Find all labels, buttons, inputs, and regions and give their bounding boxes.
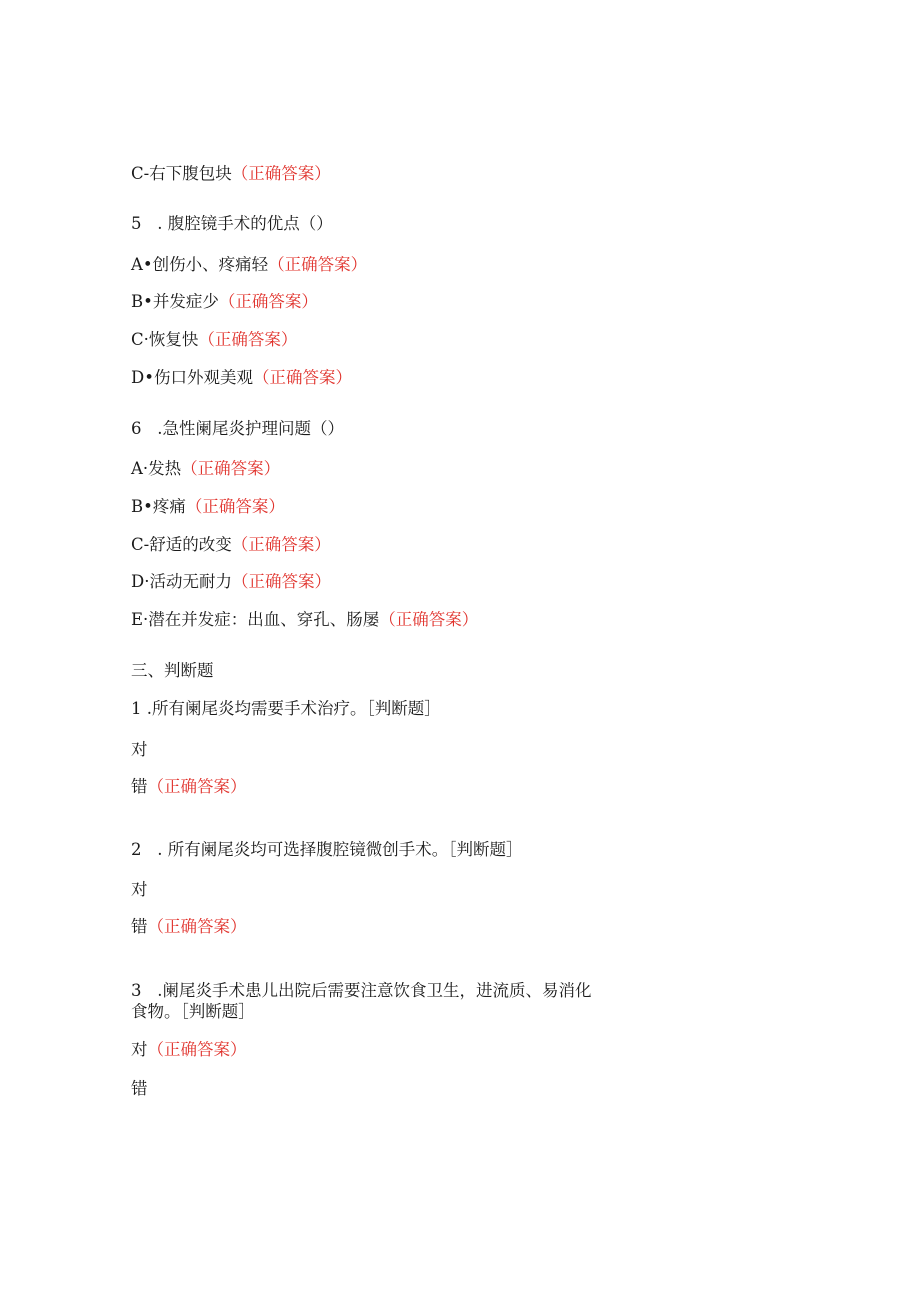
tf2-stem	[131, 839, 523, 860]
correct-answer-marker: （正确答案）	[198, 330, 298, 349]
correct-answer-marker: （正确答案）	[185, 497, 285, 516]
option-text: 对	[131, 1040, 148, 1059]
question-number: 3	[131, 981, 142, 1000]
option-text: B•疼痛	[131, 497, 186, 516]
tf1-stem	[131, 698, 441, 719]
correct-answer-marker: （正确答案）	[252, 368, 352, 387]
tf3-option-false	[131, 1078, 148, 1099]
option-text: E·潜在并发症：出血、穿孔、肠屡	[131, 610, 380, 629]
correct-answer-marker: （正确答案）	[231, 535, 331, 554]
option-text: C-右下腹包块	[131, 164, 232, 183]
q5-option-a	[131, 254, 367, 275]
correct-answer-marker: （正确答案）	[181, 459, 281, 478]
question-number: 2	[131, 840, 142, 859]
option-text: 错	[131, 1079, 148, 1098]
tf2-option-true	[131, 879, 148, 900]
question-number: 5	[131, 214, 142, 233]
question-text: .阑尾炎手术患儿出院后需要注意饮食卫生，进流质、易消化	[157, 981, 592, 1000]
tf2-option-false	[131, 916, 247, 937]
option-text: 对	[131, 740, 148, 759]
correct-answer-marker: （正确答案）	[218, 292, 318, 311]
option-text: D•伤口外观美观	[131, 368, 253, 387]
q5-option-c	[131, 329, 297, 350]
q6-option-b	[131, 496, 285, 517]
tf3-stem-line2	[131, 1001, 255, 1022]
q5-option-b	[131, 291, 318, 312]
correct-answer-marker: （正确答案）	[147, 917, 247, 936]
q6-stem	[131, 418, 344, 439]
option-text: C·恢复快	[131, 330, 199, 349]
question-text: .所有阑尾炎均需要手术治疗。［判断题］	[146, 699, 441, 718]
correct-answer-marker: （正确答案）	[231, 164, 331, 183]
question-number: 1	[131, 699, 142, 718]
tf3-option-true	[131, 1039, 247, 1060]
option-text: 错	[131, 917, 148, 936]
section-heading-text: 三、判断题	[131, 661, 214, 680]
q6-option-d	[131, 571, 331, 592]
q5-option-d	[131, 367, 352, 388]
option-text: A•创伤小、疼痛轻	[131, 255, 269, 274]
question-text: . 所有阑尾炎均可选择腹腔镜微创手术。［判断题］	[157, 840, 523, 859]
question-text: . 腹腔镜手术的优点（）	[157, 214, 333, 233]
option-text: B•并发症少	[131, 292, 219, 311]
section-heading	[131, 660, 214, 681]
q6-option-e	[131, 609, 478, 630]
q6-option-a	[131, 458, 280, 479]
q5-stem	[131, 213, 333, 234]
q6-option-c	[131, 534, 331, 555]
correct-answer-marker: （正确答案）	[231, 572, 331, 591]
option-text: 对	[131, 880, 148, 899]
tf1-option-false	[131, 776, 247, 797]
correct-answer-marker: （正确答案）	[379, 610, 479, 629]
option-text: D·活动无耐力	[131, 572, 232, 591]
question-number: 6	[131, 419, 142, 438]
question-text: .急性阑尾炎护理问题（）	[157, 419, 344, 438]
option-text: 错	[131, 777, 148, 796]
option-text: A·发热	[131, 459, 182, 478]
option-text: C-舒适的改变	[131, 535, 232, 554]
q4-option-c	[131, 163, 331, 184]
correct-answer-marker: （正确答案）	[147, 777, 247, 796]
correct-answer-marker: （正确答案）	[147, 1040, 247, 1059]
correct-answer-marker: （正确答案）	[268, 255, 368, 274]
question-text: 食物。［判断题］	[131, 1002, 255, 1021]
tf1-option-true	[131, 739, 148, 760]
tf3-stem-line1	[131, 980, 592, 1001]
